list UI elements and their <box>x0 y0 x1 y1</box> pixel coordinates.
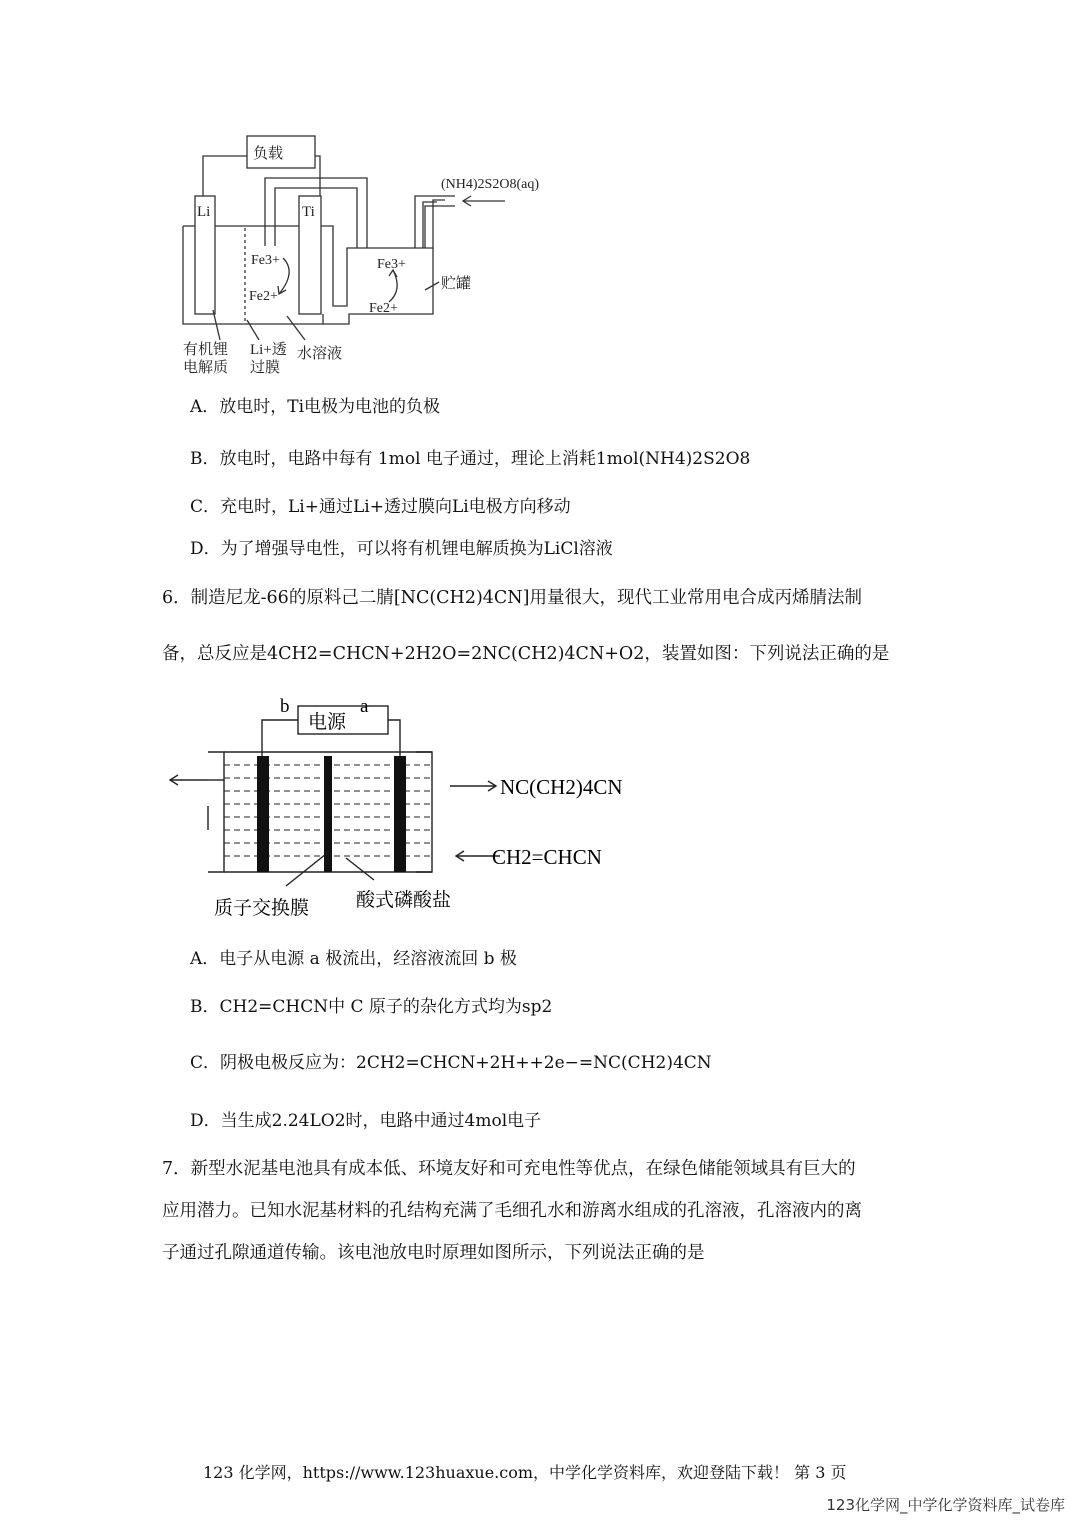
q7-stem-line-1: 7．新型水泥基电池具有成本低、环境友好和可充电性等优点，在绿色储能领域具有巨大的 <box>162 1159 856 1179</box>
proton-exchange-membrane-label: 质子交换膜 <box>214 898 310 919</box>
q5-option-a: A．放电时，Ti电极为电池的负极 <box>190 397 441 417</box>
ti-electrode-label: Ti <box>302 204 315 220</box>
q5-option-b: B．放电时，电路中每有 1mol 电子通过，理论上消耗1mol(NH4)2S2O8 <box>190 449 751 469</box>
feed-label: CH2=CHCN <box>492 845 602 869</box>
site-watermark: 123化学网_中学化学资料库_试卷库 <box>826 1496 1065 1514</box>
terminal-a-label: a <box>360 696 369 717</box>
membrane-label-2: 过膜 <box>250 360 281 376</box>
fe3-right-label: Fe3+ <box>377 257 406 272</box>
q5-option-c: C．充电时，Li+通过Li+透过膜向Li电极方向移动 <box>190 497 571 517</box>
q6-stem-line-1: 6．制造尼龙-66的原料己二腈[NC(CH2)4CN]用量很大，现代工业常用电合成丙烯腈法制 <box>162 588 862 608</box>
figure-electrolysis-cell <box>160 690 650 920</box>
page-footer: 123 化学网，https://www.123huaxue.com，中学化学资料库，欢迎登陆下载！ 第 3 页 <box>203 1463 847 1482</box>
aqueous-label: 水溶液 <box>297 346 343 362</box>
membrane-label-1: Li+透 <box>250 342 287 358</box>
fe3-left-label: Fe3+ <box>251 253 280 268</box>
phosphate-electrolyte-label: 酸式磷酸盐 <box>356 890 452 911</box>
li-electrode-label: Li <box>197 204 211 220</box>
figure-flow-battery <box>175 130 575 380</box>
q6-stem-line-2: 备，总反应是4CH2=CHCN+2H2O=2NC(CH2)4CN+O2，装置如图：下列说法正确的是 <box>162 644 890 664</box>
q6-option-a: A．电子从电源 a 极流出，经溶液流回 b 极 <box>190 949 517 969</box>
product-label: NC(CH2)4CN <box>500 775 623 799</box>
inflow-reagent-label: (NH4)2S2O8(aq) <box>441 177 539 192</box>
q6-option-c: C．阴极电极反应为：2CH2=CHCN+2H++2e−=NC(CH2)4CN <box>190 1053 712 1073</box>
q7-stem-line-2: 应用潜力。已知水泥基材料的孔结构充满了毛细孔水和游离水组成的孔溶液，孔溶液内的离 <box>162 1201 862 1221</box>
organic-electrolyte-label-2: 电解质 <box>183 360 229 376</box>
tank-label: 贮罐 <box>441 276 472 292</box>
power-source-label: 电源 <box>308 712 347 733</box>
fe2-left-label: Fe2+ <box>249 289 278 304</box>
terminal-b-label: b <box>280 696 290 717</box>
fe2-right-label: Fe2+ <box>369 301 398 316</box>
q5-option-d: D．为了增强导电性，可以将有机锂电解质换为LiCl溶液 <box>190 539 613 559</box>
organic-electrolyte-label-1: 有机锂 <box>183 342 229 358</box>
load-label: 负载 <box>253 146 284 162</box>
q6-option-b: B．CH2=CHCN中 C 原子的杂化方式均为sp2 <box>190 997 553 1017</box>
q7-stem-line-3: 子通过孔隙通道传输。该电池放电时原理如图所示，下列说法正确的是 <box>162 1243 705 1263</box>
q6-option-d: D．当生成2.24LO2时，电路中通过4mol电子 <box>190 1111 542 1131</box>
